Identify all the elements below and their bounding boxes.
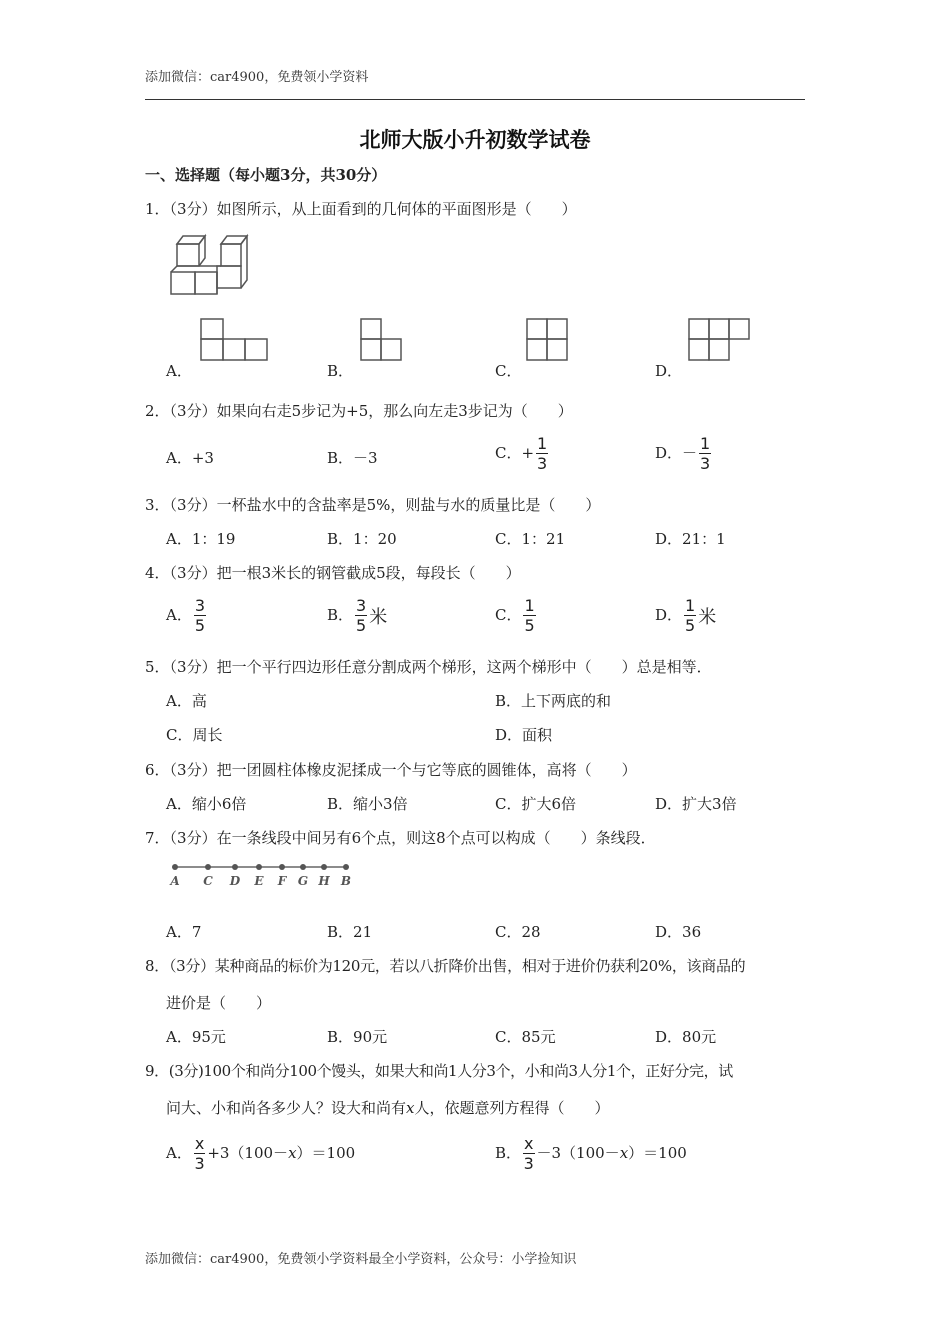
- q1-option-b[interactable]: B．: [327, 362, 354, 380]
- q2-option-d-label: D．－: [655, 444, 698, 462]
- segment-point-H: [321, 864, 327, 870]
- q4-option-c[interactable]: C． $\frac{1}{5}$: [495, 596, 535, 635]
- q7-option-a[interactable]: A．7: [166, 923, 202, 941]
- question-9-stem-line1: 9．(3分)100个和尚分100个馒头，如果大和尚1人分3个，小和尚3人分1个，正好分完，试: [145, 1062, 733, 1080]
- q2-option-c-label: C．+: [495, 444, 535, 462]
- question-3-stem: 3．（3分）一杯盐水中的含盐率是5%，则盐与水的质量比是（ ）: [145, 496, 601, 514]
- q2-option-a[interactable]: A．+3: [166, 449, 214, 467]
- question-6-stem: 6．（3分）把一团圆柱体橡皮泥揉成一个与它等底的圆锥体，高将（ ）: [145, 761, 637, 779]
- q9-option-b[interactable]: B． $\frac{x}{3}$ －3（100－x）＝100: [495, 1134, 687, 1173]
- q7-option-c[interactable]: C．28: [495, 923, 541, 941]
- q3-option-d[interactable]: D．21：1: [655, 530, 726, 548]
- segment-point-G: [300, 864, 306, 870]
- q4-option-c-fraction: $\frac{1}{5}$: [524, 596, 535, 635]
- page-header: 添加微信：car4900，免费领小学资料: [145, 70, 369, 85]
- q5-option-b[interactable]: B．上下两底的和: [495, 692, 612, 710]
- q4-option-a[interactable]: A． $\frac{3}{5}$: [166, 596, 206, 635]
- q8-option-d[interactable]: D．80元: [655, 1028, 717, 1046]
- segment-label-A: A: [170, 874, 180, 888]
- segment-point-E: [256, 864, 262, 870]
- q2-option-b[interactable]: B．－3: [327, 449, 378, 467]
- question-8-stem-line2: 进价是（ ）: [166, 994, 272, 1012]
- q4-option-b-fraction: $\frac{3}{5}$: [356, 596, 367, 635]
- page-footer: 添加微信：car4900，免费领小学资料最全小学资料，公众号：小学捡知识: [145, 1252, 577, 1267]
- question-4-stem: 4．（3分）把一根3米长的钢管截成5段，每段长（ ）: [145, 564, 521, 582]
- question-5-stem: 5．（3分）把一个平行四边形任意分割成两个梯形，这两个梯形中（ ）总是相等．: [145, 658, 712, 676]
- q3-option-c[interactable]: C．1：21: [495, 530, 566, 548]
- q2-option-d[interactable]: [655, 436, 713, 472]
- question-9-stem-line2: 问大、小和尚各多少人？设大和尚有x人，依题意列方程得（ ）: [166, 1099, 610, 1117]
- segment-label-E: E: [254, 874, 264, 888]
- question-8-stem-line1: 8．（3分）某种商品的标价为120元，若以八折降价出售，相对于进价仍获利20%，该商品的: [145, 957, 746, 975]
- q1-option-c[interactable]: C．: [495, 362, 522, 380]
- q4-option-d-fraction: $\frac{1}{5}$: [685, 596, 696, 635]
- q6-option-c[interactable]: C．扩大6倍: [495, 795, 577, 813]
- option-a-figure: [199, 317, 269, 363]
- q6-option-d[interactable]: D．扩大3倍: [655, 795, 737, 813]
- segment-label-C: C: [203, 874, 213, 888]
- q8-option-c[interactable]: C．85元: [495, 1028, 556, 1046]
- segment-label-B: B: [340, 874, 352, 888]
- q4-option-d[interactable]: D． $\frac{1}{5}$ 米: [655, 596, 717, 635]
- section-heading: 一、选择题（每小题3分，共30分）: [145, 166, 387, 184]
- segment-point-D: [232, 864, 238, 870]
- q7-option-b[interactable]: B．21: [327, 923, 373, 941]
- q5-option-c[interactable]: C．周长: [166, 726, 223, 744]
- q2-option-c[interactable]: [495, 436, 550, 472]
- q1-option-d[interactable]: D．: [655, 362, 683, 380]
- question-1-stem: 1．（3分）如图所示，从上面看到的几何体的平面图形是（ ）: [145, 200, 577, 218]
- q8-option-b[interactable]: B．90元: [327, 1028, 388, 1046]
- q1-option-a[interactable]: A．: [166, 362, 192, 380]
- q5-option-d[interactable]: D．面积: [495, 726, 553, 744]
- question-1-solid-figure: [167, 230, 251, 296]
- question-2-stem: 2．（3分）如果向右走5步记为+5，那么向左走3步记为（ ）: [145, 402, 573, 420]
- q9-option-a-fraction: $\frac{x}{3}$: [194, 1134, 205, 1173]
- q8-option-a[interactable]: A．95元: [166, 1028, 226, 1046]
- segment-label-G: G: [297, 874, 309, 888]
- q2-option-d-fraction: $\frac{1}{3}$: [700, 434, 711, 473]
- segment-label-D: D: [229, 874, 241, 888]
- header-divider: [145, 99, 805, 100]
- segment-label-F: F: [277, 874, 287, 888]
- segment-point-C: [205, 864, 211, 870]
- segment-point-B: [343, 864, 349, 870]
- question-7-stem: 7．（3分）在一条线段中间另有6个点，则这8个点可以构成（ ）条线段．: [145, 829, 656, 847]
- q9-option-a[interactable]: A． $\frac{x}{3}$ +3（100－x）＝100: [166, 1134, 356, 1173]
- option-c-figure: [525, 317, 571, 363]
- option-d-figure: [687, 317, 753, 363]
- q4-option-a-fraction: $\frac{3}{5}$: [194, 596, 206, 635]
- segment-point-A: [172, 864, 178, 870]
- q5-option-a[interactable]: A．高: [166, 692, 207, 710]
- q3-option-b[interactable]: B．1：20: [327, 530, 397, 548]
- q7-option-d[interactable]: D．36: [655, 923, 702, 941]
- q6-option-a[interactable]: A．缩小6倍: [166, 795, 247, 813]
- q3-option-a[interactable]: A．1：19: [166, 530, 236, 548]
- segment-point-F: [279, 864, 285, 870]
- option-b-figure: [359, 317, 405, 363]
- q6-option-b[interactable]: B．缩小3倍: [327, 795, 408, 813]
- q2-option-c-fraction: $\frac{1}{3}$: [537, 434, 548, 473]
- question-7-line-segment: [168, 858, 358, 890]
- q9-option-b-fraction: $\frac{x}{3}$: [523, 1134, 534, 1173]
- q4-option-b[interactable]: B． $\frac{3}{5}$ 米: [327, 596, 388, 635]
- segment-label-H: H: [318, 874, 330, 888]
- page-title: 北师大版小升初数学试卷: [359, 127, 591, 152]
